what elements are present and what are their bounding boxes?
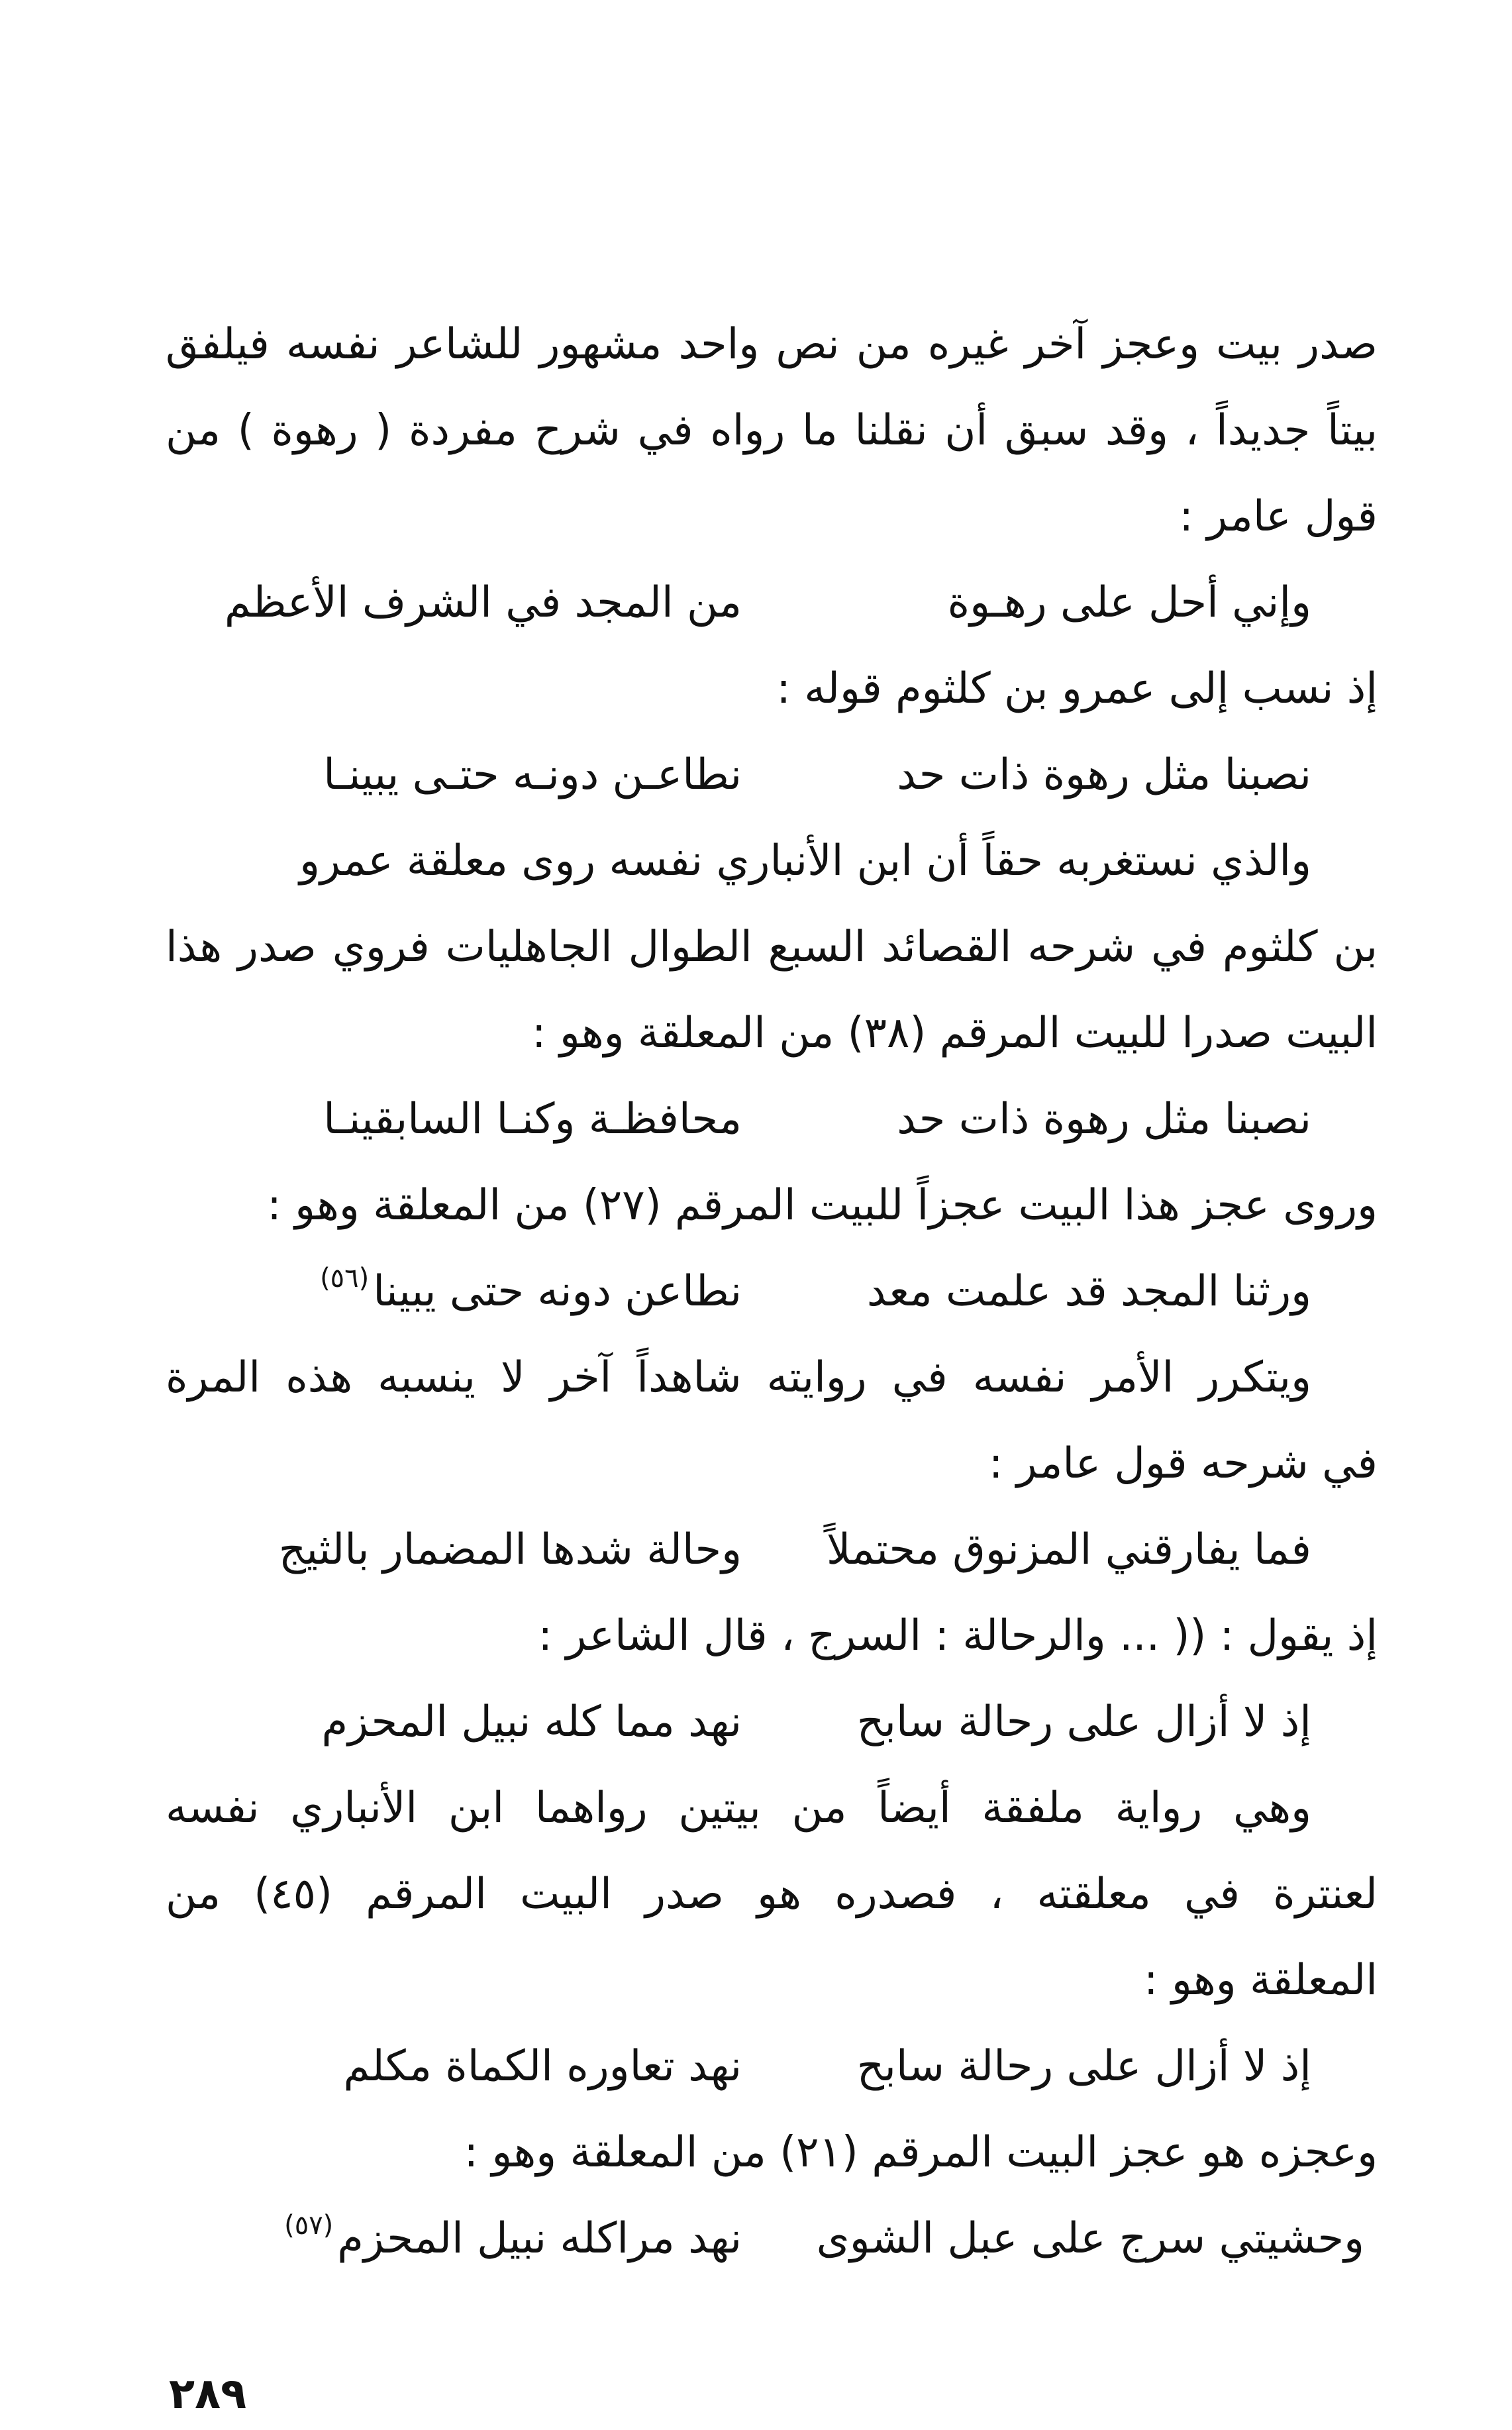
verse-first-hemistich: فما يفارقني المزنوق محتملاً: [826, 1525, 1311, 1574]
text-line: إذ نسب إلى عمرو بن كلثوم قوله :: [776, 664, 1378, 713]
text-line: البيت صدرا للبيت المرقم (٣٨) من المعلقة وهو :: [531, 1009, 1378, 1058]
verse-second-hemistich: نطاعـن دونـه حتـى يبينـا: [323, 750, 742, 799]
text-line: وروى عجز هذا البيت عجزاً للبيت المرقم (٢٧) من المعلقة وهو :: [267, 1181, 1378, 1230]
verse: [166, 1076, 1378, 1162]
verse-first-hemistich: إذ لا أزال على رحالة سابح: [856, 1697, 1311, 1747]
verse: [166, 2023, 1378, 2109]
verse-second-hemistich: نهد تعاوره الكماة مكلم: [343, 2042, 742, 2091]
text-line: بيتاً جديداً ، وقد سبق أن نقلنا ما رواه في شرح مفردة ( رهوة ) من: [166, 406, 1378, 455]
verse-second-hemistich: وحالة شدها المضمار بالثيج: [278, 1525, 742, 1574]
footnote-marker: (٥٦): [320, 1263, 370, 1293]
verse-first-hemistich: ورثنا المجد قد علمت معد: [866, 1267, 1311, 1316]
verse: [166, 1248, 1378, 1335]
verse-first-hemistich: وإني أحل على رهـوة: [947, 578, 1311, 627]
verse-second-text: نهد مراكله نبيل المحزم: [337, 2214, 742, 2263]
page-body: [166, 301, 1378, 2321]
verse: [166, 1679, 1378, 1765]
text-line: في شرحه قول عامر :: [988, 1439, 1378, 1488]
text-line: وعجزه هو عجز البيت المرقم (٢١) من المعلقة وهو :: [464, 2128, 1378, 2177]
footnote-marker: (٥٧): [284, 2210, 334, 2241]
text-line: والذي نستغربه حقاً أن ابن الأنباري نفسه روى معلقة عمرو: [299, 836, 1311, 886]
verse-second-hemistich: [320, 1248, 742, 1335]
verse-first-hemistich: وحشيتي سرج على عبل الشوى: [816, 2214, 1364, 2263]
verse-first-hemistich: نصبنا مثل رهوة ذات حد: [897, 750, 1311, 799]
text-line: المعلقة وهو :: [1144, 1956, 1378, 2005]
text-line: ويتكرر الأمر نفسه في روايته شاهداً آخر لا ينسبه هذه المرة: [166, 1353, 1311, 1402]
verse-first-hemistich: نصبنا مثل رهوة ذات حد: [897, 1095, 1311, 1144]
page-number: ٢٨٩: [169, 2370, 247, 2419]
text-line: إذ يقول : (( ... والرحالة : السرج ، قال الشاعر :: [538, 1611, 1378, 1660]
verse-first-hemistich: إذ لا أزال على رحالة سابح: [856, 2042, 1311, 2091]
verse-second-hemistich: من المجد في الشرف الأعظم: [224, 578, 742, 627]
text-line: لعنترة في معلقته ، فصدره هو صدر البيت المرقم (٤٥) من: [166, 1870, 1378, 1919]
verse: [166, 1507, 1378, 1593]
verse-second-hemistich: نهد مما كله نبيل المحزم: [321, 1697, 742, 1747]
verse-second-text: نطاعن دونه حتى يبينا: [373, 1267, 742, 1316]
text-line: وهي رواية ملفقة أيضاً من بيتين رواهما ابن الأنباري نفسه: [166, 1784, 1311, 1833]
verse: [166, 732, 1378, 818]
text-line: قول عامر :: [1179, 492, 1378, 541]
verse-second-hemistich: محافظـة وكنـا السابقينـا: [323, 1095, 742, 1144]
text-line: صدر بيت وعجز آخر غيره من نص واحد مشهور للشاعر نفسه فيلفق: [166, 320, 1378, 369]
verse-second-hemistich: [284, 2196, 742, 2282]
verse: [166, 2196, 1378, 2282]
text-line: بن كلثوم في شرحه القصائد السبع الطوال الجاهليات فروي صدر هذا: [166, 923, 1378, 972]
verse: [166, 560, 1378, 646]
